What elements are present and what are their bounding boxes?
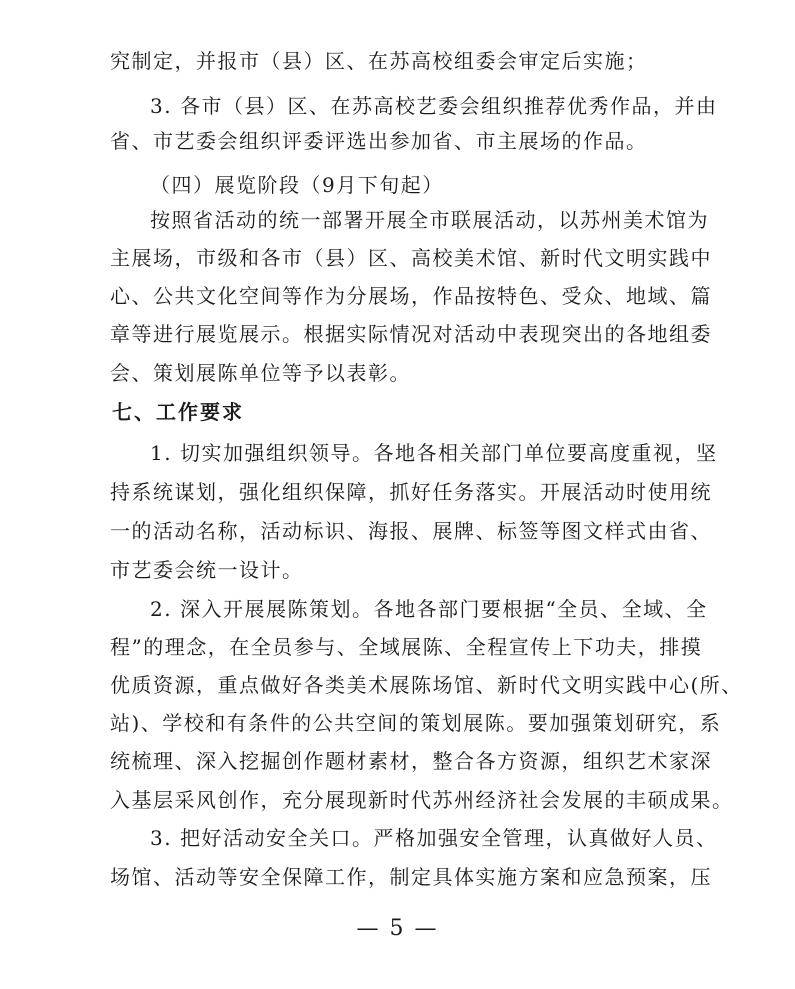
text-line: 按照省活动的统一部署开展全市联展活动，以苏州美术馆为 [150, 208, 709, 232]
text-line: 场馆、活动等安全保障工作，制定具体实施方案和应急预案，压 [110, 865, 712, 889]
section-heading: 七、工作要求 [112, 400, 244, 424]
text-line: 省、市艺委会组织评委评选出参加省、市主展场的作品。 [110, 129, 648, 153]
text-line: 会、策划展陈单位等予以表彰。 [110, 361, 411, 385]
text-line: 究制定，并报市（县）区、在苏高校组委会审定后实施； [110, 49, 648, 73]
page-number: — 5 — [356, 916, 439, 941]
text-line: 2. 深入开展展陈策划。各地各部门要根据“全员、全域、全 [150, 597, 708, 621]
text-line: 站)、学校和有条件的公共空间的策划展陈。要加强策划研究，系 [110, 711, 722, 735]
text-line: 统梳理、深入挖掘创作题材素材，整合各方资源，组织艺术家深 [110, 749, 712, 773]
text-line: 3. 各市（县）区、在苏高校艺委会组织推荐优秀作品，并由 [150, 94, 718, 118]
text-line: 入基层采风创作，充分展现新时代苏州经济社会发展的丰硕成果。 [110, 788, 734, 812]
text-line: 持系统谋划，强化组织保障，抓好任务落实。开展活动时使用统 [110, 480, 712, 504]
text-line: 章等进行展览展示。根据实际情况对活动中表现突出的各地组委 [110, 322, 712, 346]
text-line: 优质资源，重点做好各类美术展陈场馆、新时代文明实践中心(所、 [110, 673, 743, 697]
text-line: 市艺委会统一设计。 [110, 558, 304, 582]
text-line: 程”的理念，在全员参与、全域展陈、全程宣传上下功夫，排摸 [110, 635, 703, 659]
text-line: 1. 切实加强组织领导。各地各相关部门单位要高度重视，坚 [150, 441, 718, 465]
text-line: 3. 把好活动安全关口。严格加强安全管理，认真做好人员、 [150, 826, 718, 850]
section-subheading: （四）展览阶段（9月下旬起） [150, 173, 444, 197]
text-line: 心、公共文化空间等作为分展场，作品按特色、受众、地域、篇 [110, 284, 712, 308]
text-line: 一的活动名称，活动标识、海报、展牌、标签等图文样式由省、 [110, 519, 712, 543]
text-line: 主展场，市级和各市（县）区、高校美术馆、新时代文明实践中 [110, 246, 712, 270]
